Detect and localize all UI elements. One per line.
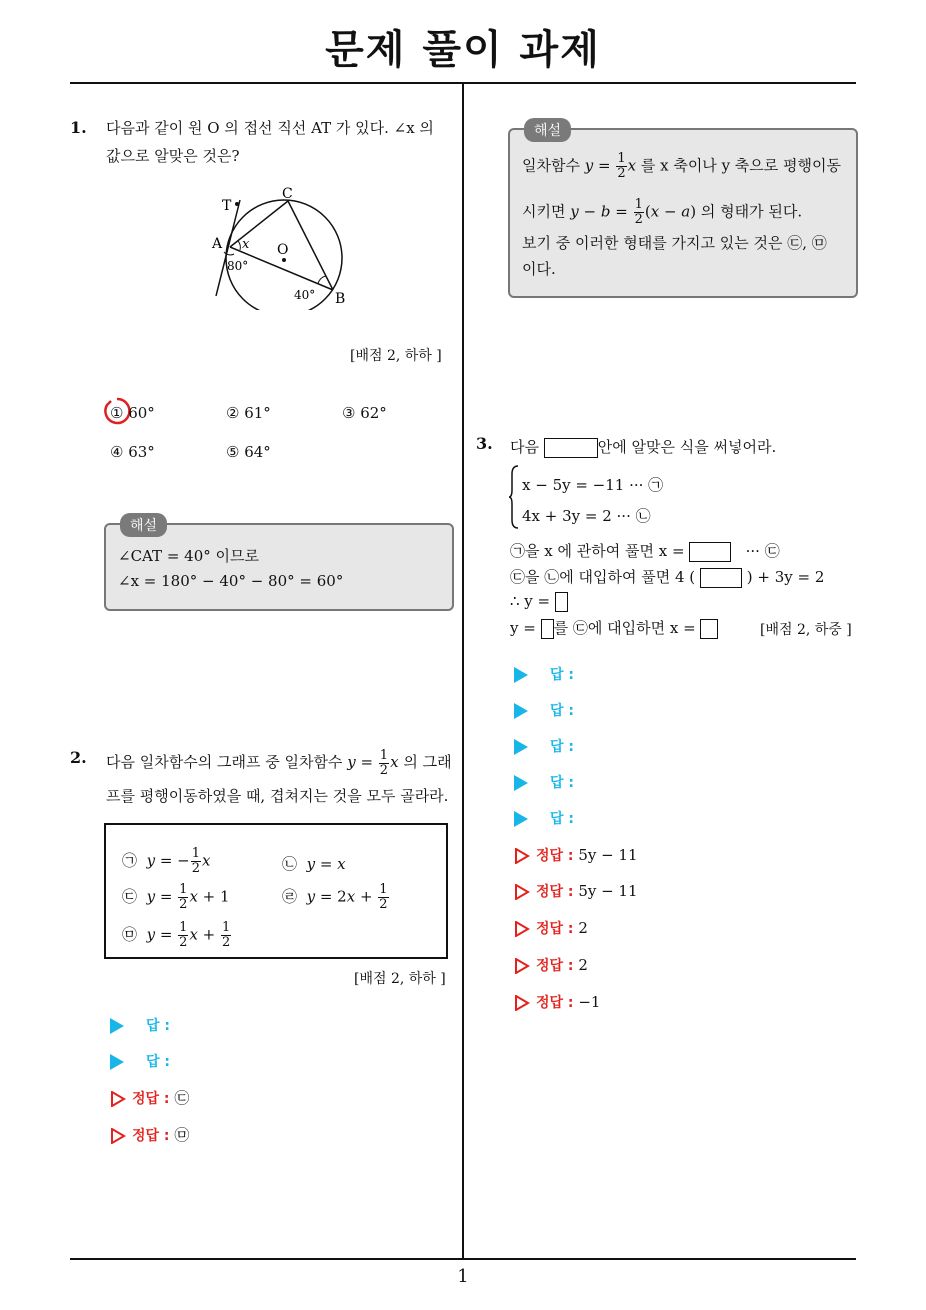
q2-correct-label-1: 정답 : — [132, 1091, 170, 1107]
correct-arrow-icon — [514, 884, 530, 900]
point-t — [235, 202, 239, 206]
q3-correct-row-4 — [514, 955, 588, 975]
q3-step2b: ) + 3y = 2 — [746, 568, 825, 586]
q2-text-b: 의 그래 — [398, 753, 452, 771]
q3-correct-row-5 — [514, 992, 600, 1012]
q2-option-5-label: ㉤ — [122, 925, 138, 944]
point-o — [282, 258, 286, 262]
q2-option-1[interactable]: ㉠ y = − $\frac{1}{2}$ x — [122, 846, 211, 876]
angle-x-arc — [238, 241, 240, 250]
q3-correct-value-4: 2 — [578, 956, 588, 974]
q3-text-a: 다음 — [510, 438, 539, 456]
correct-arrow-icon — [514, 921, 530, 937]
column-divider — [462, 84, 464, 1258]
correct-arrow-icon — [514, 848, 530, 864]
q2-text-line1: 다음 일차함수의 그래프 중 일차함수 y = $\frac{1}{2}$ x 의 그래 — [106, 747, 452, 778]
answer-arrow-icon — [110, 1054, 124, 1070]
q2-hint-line2: 시키면 y − b = $\frac{1}{2}$ (x − a) 의 형태가 된다. — [522, 197, 803, 227]
q2-correct-row-1 — [110, 1087, 189, 1108]
label-a: A — [212, 236, 223, 252]
q2-formula: y — [347, 753, 356, 771]
q2-hint-line1b: 를 x 축이나 y 축으로 평행이동 — [636, 156, 842, 175]
correct-arrow-icon — [110, 1091, 126, 1107]
q1-choice-1[interactable]: ① 60° — [110, 404, 155, 422]
correct-arrow-icon — [110, 1128, 126, 1144]
q3-blank-1[interactable] — [689, 542, 731, 562]
q2-option-5[interactable]: ㉤ y = $\frac{1}{2}$ x + $\frac{1}{2}$ — [122, 920, 231, 950]
label-40: 40° — [294, 288, 316, 302]
q3-correct-value-1: 5y − 11 — [578, 846, 638, 864]
q3-step4b: 를 ㉢에 대입하면 x = — [553, 619, 696, 637]
footer-rule — [70, 1258, 856, 1260]
q2-option-1-label: ㉠ — [122, 851, 138, 870]
answer-arrow-icon — [514, 739, 528, 755]
label-b: B — [335, 291, 346, 307]
q3-answer-row-1[interactable] — [514, 664, 574, 684]
label-x: x — [242, 237, 250, 252]
q2-hint-line2a: 시키면 — [522, 202, 571, 221]
answer-arrow-icon — [514, 703, 528, 719]
label-o: O — [277, 242, 289, 258]
correct-arrow-icon — [514, 958, 530, 974]
q3-step3-text: ∴ y = — [510, 592, 551, 610]
q3-eq1: x − 5y = −11 ··· ㉠ — [522, 476, 664, 494]
q1-text-line2: 값으로 알맞은 것은? — [106, 147, 240, 165]
q3-step1b: ··· ㉢ — [745, 542, 780, 560]
q3-correct-label-1: 정답 : — [536, 848, 574, 864]
q1-hint-line2: ∠x = 180° − 40° − 80° = 60° — [118, 572, 344, 590]
q3-correct-label-4: 정답 : — [536, 958, 574, 974]
answer-arrow-icon — [514, 667, 528, 683]
correct-arrow-icon — [514, 995, 530, 1011]
label-t: T — [222, 198, 232, 214]
q2-option-2-label: ㉡ — [282, 855, 298, 873]
q3-correct-row-3 — [514, 918, 588, 938]
q3-eq2: 4x + 3y = 2 ··· ㉡ — [522, 507, 651, 525]
q2-correct-label-2: 정답 : — [132, 1128, 170, 1144]
page-title: 문제 풀이 과제 — [325, 27, 601, 73]
q3-correct-label-5: 정답 : — [536, 995, 574, 1011]
q2-correct-row-2 — [110, 1124, 189, 1145]
q2-hint-box — [508, 123, 858, 298]
q3-blank-box — [544, 438, 598, 458]
q3-step4 — [510, 617, 718, 639]
q3-text-b: 안에 알맞은 식을 써넣어라. — [597, 438, 777, 456]
q3-answer-label-5: 답 : — [550, 811, 574, 827]
answer-arrow-icon — [514, 775, 528, 791]
q3-answer-label-3: 답 : — [550, 739, 574, 755]
q3-correct-value-3: 2 — [578, 919, 588, 937]
q3-answer-label-4: 답 : — [550, 775, 574, 791]
q2-answer-row-1[interactable] — [110, 1015, 170, 1035]
q1-text-line1: 다음과 같이 원 O 의 접선 직선 AT 가 있다. ∠x 의 — [106, 119, 434, 137]
q3-blank-3[interactable] — [555, 592, 568, 612]
q1-hint-line1: ∠CAT = 40° 이므로 — [118, 547, 259, 565]
q3-answer-label-2: 답 : — [550, 703, 574, 719]
q1-choice-3[interactable]: ③ 62° — [342, 404, 387, 422]
q1-circle-figure — [200, 180, 360, 310]
q2-correct-value-2: ㉤ — [174, 1126, 190, 1144]
q2-choice-box — [104, 823, 448, 959]
chord-cb — [288, 201, 333, 290]
q2-hint-tag: 해설 — [524, 118, 571, 142]
q3-text — [510, 436, 776, 458]
q3-answer-label-1: 답 : — [550, 667, 574, 683]
q2-hint-line3: 보기 중 이러한 형태를 가지고 있는 것은 ㉢, ㉤ — [522, 234, 827, 252]
q1-text — [106, 114, 456, 170]
page-number: 1 — [457, 1266, 469, 1287]
q2-correct-value-1: ㉢ — [174, 1089, 190, 1107]
q3-answer-row-2[interactable] — [514, 700, 574, 720]
q2-answer-row-2[interactable] — [110, 1051, 170, 1071]
q1-hint-box — [104, 518, 454, 611]
q2-hint-line1: 일차함수 y = $\frac{1}{2}$ x 를 x 축이나 y 축으로 평행이동 — [522, 151, 842, 181]
q1-hint-tag: 해설 — [120, 513, 167, 537]
q2-meta: [배점 2, 하하 ] — [354, 971, 446, 987]
q3-blank-4[interactable] — [541, 619, 554, 639]
q2-option-4[interactable]: ㉣ y = 2x + $\frac{1}{2}$ — [282, 882, 388, 912]
label-c: C — [282, 186, 293, 202]
q3-correct-value-5: −1 — [578, 993, 601, 1011]
q3-correct-label-3: 정답 : — [536, 921, 574, 937]
q2-hint-line2b: 의 형태가 된다. — [696, 202, 803, 221]
q3-correct-row-2 — [514, 881, 638, 901]
q3-meta: [배점 2, 하중 ] — [760, 622, 852, 638]
q2-text-line2: 프를 평행이동하였을 때, 겹쳐지는 것을 모두 골라라. — [106, 786, 449, 805]
q3-blank-5[interactable] — [700, 619, 718, 639]
q2-option-3-label: ㉢ — [122, 887, 138, 906]
q2-answer-label-2: 답 : — [146, 1054, 170, 1070]
angle-40-arc — [318, 276, 326, 284]
q1-choice-5[interactable]: ⑤ 64° — [226, 443, 271, 461]
q3-correct-value-2: 5y − 11 — [578, 882, 638, 900]
q3-step1 — [510, 540, 780, 562]
q3-blank-2[interactable] — [700, 568, 742, 588]
q2-hint-line4: 이다. — [522, 260, 556, 278]
q2-number: 2. — [70, 748, 87, 767]
q3-step3 — [510, 592, 568, 612]
q2-text-a: 다음 일차함수의 그래프 중 일차함수 — [106, 753, 348, 771]
answer-arrow-icon — [110, 1018, 124, 1034]
q1-choice-4[interactable]: ④ 63° — [110, 443, 155, 461]
answer-arrow-icon — [514, 811, 528, 827]
q3-step1a: ㉠을 x 에 관하여 풀면 x = — [510, 542, 685, 560]
q1-number: 1. — [70, 118, 87, 137]
system-brace — [508, 464, 518, 530]
q2-answer-label-1: 답 : — [146, 1018, 170, 1034]
q2-option-3[interactable]: ㉢ y = $\frac{1}{2}$ x + 1 — [122, 882, 230, 912]
q3-step2 — [510, 566, 824, 588]
q2-hint-line1a: 일차함수 — [522, 156, 585, 175]
q1-meta: [배점 2, 하하 ] — [350, 348, 442, 364]
q3-correct-row-1 — [514, 845, 638, 865]
q3-answer-row-4[interactable] — [514, 772, 574, 792]
q2-text — [106, 748, 456, 810]
label-80: 80° — [227, 259, 249, 273]
q1-choice-2[interactable]: ② 61° — [226, 404, 271, 422]
q3-answer-row-5[interactable] — [514, 808, 574, 828]
q2-option-2[interactable]: ㉡ y = x — [282, 855, 346, 873]
q3-answer-row-3[interactable] — [514, 736, 574, 756]
q3-correct-label-2: 정답 : — [536, 884, 574, 900]
q3-number: 3. — [476, 434, 493, 453]
q3-step2a: ㉢을 ㉡에 대입하여 풀면 4 ( — [510, 568, 696, 586]
q2-option-4-label: ㉣ — [282, 887, 298, 906]
q3-step4a: y = — [510, 619, 536, 637]
